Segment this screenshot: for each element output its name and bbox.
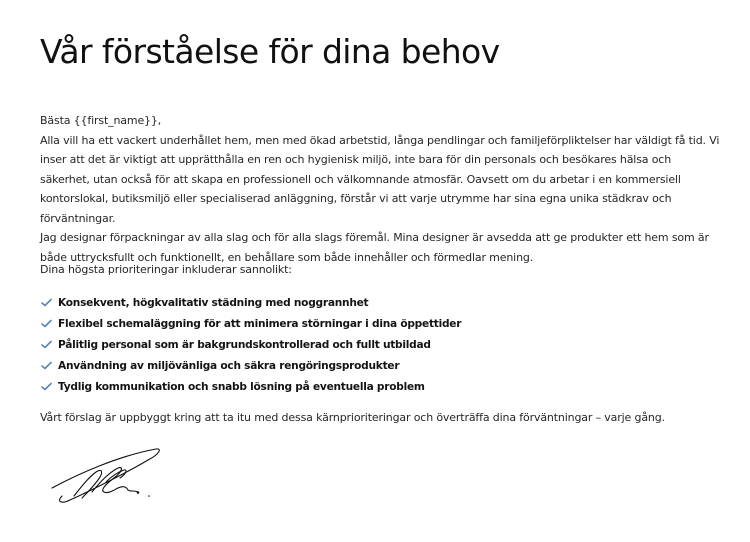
signature-icon	[48, 446, 163, 508]
page-title: Vår förståelse för dina behov	[40, 32, 500, 71]
priority-item	[40, 355, 461, 376]
checkmark-icon	[40, 360, 52, 372]
paragraph-1: Alla vill ha ett vackert underhållet hem, men med ökad arbetstid, långa pendlingar och familjeförpliktelser har väldigt få tid. Vi inser att det är viktigt att upprätthålla en ren och hygienisk miljö, inte bara för din personals och besökares hälsa och säkerhet, utan också för att skapa en professionell och välkomnande atmosfär. Oavsett om du arbetar i en kommersiell kontorslokal, butiksmiljö eller specialiserad anläggning, förstår vi att varje utrymme har sina egna unika städkrav och förväntningar.	[40, 133, 720, 225]
priority-text: Användning av miljövänliga och säkra rengöringsprodukter	[58, 359, 400, 372]
priority-text: Flexibel schemaläggning för att minimera störningar i dina öppettider	[58, 317, 462, 330]
greeting: Bästa {{first_name}},	[40, 114, 162, 127]
priority-item	[40, 376, 461, 397]
priority-text: Pålitlig personal som är bakgrundskontrollerad och fullt utbildad	[58, 338, 431, 351]
closing-statement: Vårt förslag är uppbyggt kring att ta itu med dessa kärnprioriteringar och överträffa dina förväntningar – varje gång.	[40, 411, 665, 424]
priority-text: Konsekvent, högkvalitativ städning med noggrannhet	[58, 296, 369, 309]
checkmark-icon	[40, 381, 52, 393]
paragraph-2: Jag designar förpackningar av alla slag och för alla slags föremål. Mina designer är avsedda att ge produkter ett hem som är både uttrycksfullt och funktionellt, en behållare som både innehåller och förmedlar mening.	[40, 231, 709, 264]
priorities-intro: Dina högsta prioriteringar inkluderar sannolikt:	[40, 263, 292, 276]
priority-item	[40, 334, 461, 355]
letter-body	[40, 111, 720, 267]
checkmark-icon	[40, 318, 52, 330]
priority-item	[40, 313, 461, 334]
checkmark-icon	[40, 339, 52, 351]
checkmark-icon	[40, 297, 52, 309]
priority-item	[40, 292, 461, 313]
priorities-list	[40, 292, 461, 397]
priority-text: Tydlig kommunikation och snabb lösning på eventuella problem	[58, 380, 425, 393]
